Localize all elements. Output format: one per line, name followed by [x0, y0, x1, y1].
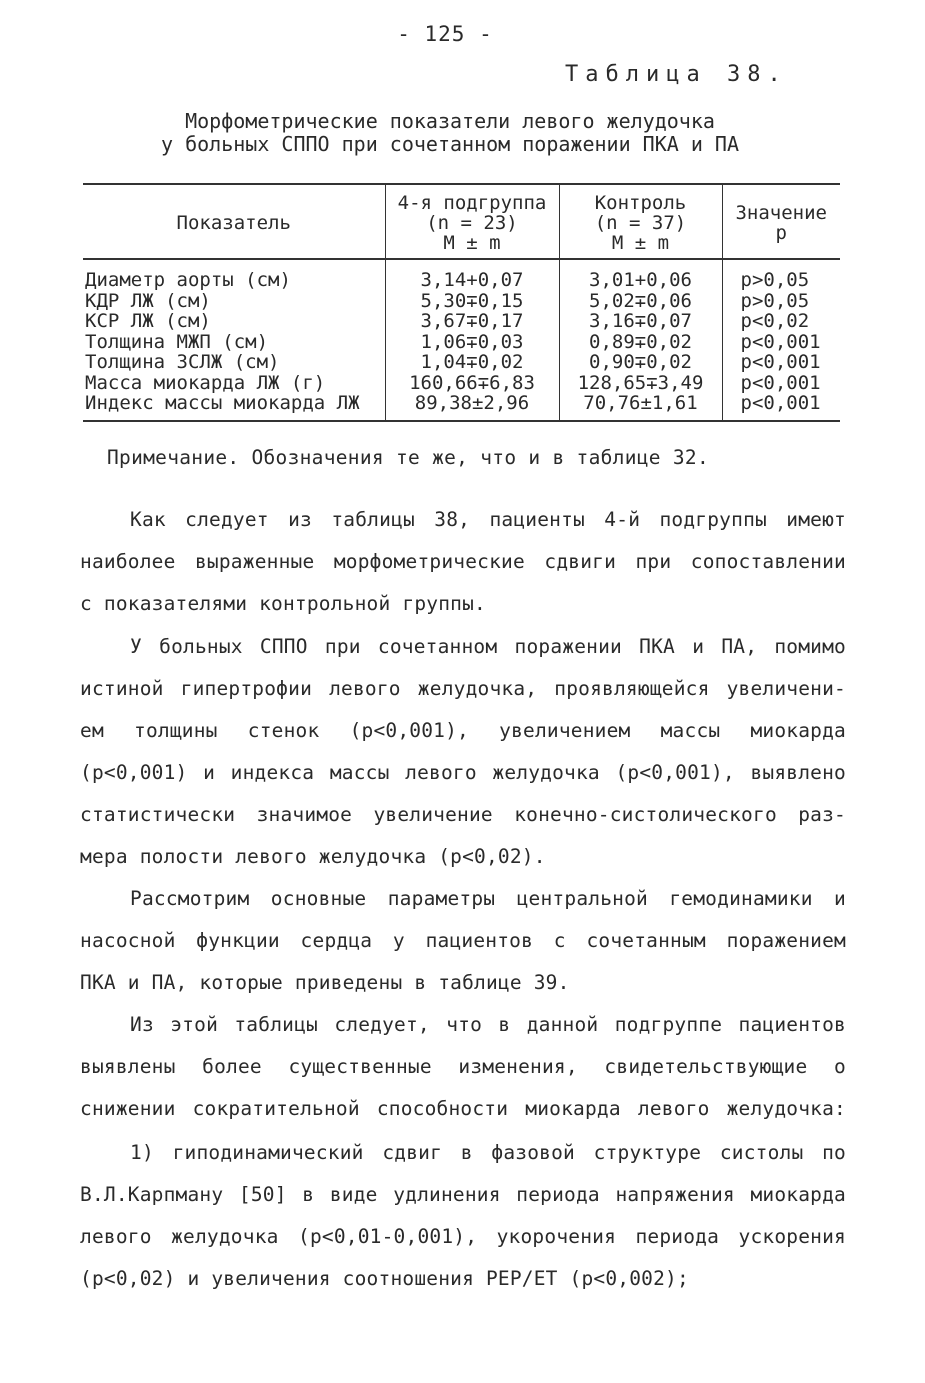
- text-line: статистически значимое увеличение конечно-систолического раз-: [80, 803, 846, 826]
- page-number: - 125 -: [397, 22, 493, 46]
- header-indicator: Показатель: [83, 184, 385, 259]
- row-control-value: 3,16∓0,07: [559, 311, 722, 332]
- row-p-value: p<0,02: [740, 310, 810, 332]
- row-subgroup-value: 1,04∓0,02: [385, 352, 559, 373]
- text-line: выявлены более существенные изменения, свидетельствующие о: [80, 1055, 846, 1078]
- morphometry-table: [83, 183, 840, 422]
- row-indicator: Диаметр аорты (см): [83, 259, 385, 291]
- row-control-value: 0,90∓0,02: [559, 352, 722, 373]
- text-line: насосной функции сердца у пациентов с сочетанным поражением: [80, 929, 846, 952]
- row-subgroup-value: 160,66∓6,83: [385, 373, 559, 394]
- row-subgroup-value: 3,14+0,07: [385, 259, 559, 291]
- table-row: [83, 259, 840, 291]
- text-line: У больных СППО при сочетанном поражении ПКА и ПА, помимо: [130, 635, 846, 658]
- row-control-value: 0,89∓0,02: [559, 332, 722, 353]
- text-line: В.Л.Карпману [50] в виде удлинения периода напряжения миокарда: [80, 1183, 846, 1206]
- text-line: 1) гиподинамический сдвиг в фазовой структуре систолы по: [130, 1141, 846, 1164]
- row-p-value: p<0,001: [740, 330, 821, 353]
- table-header-row: [83, 184, 840, 259]
- text-line: Из этой таблицы следует, что в данной подгруппе пациентов: [130, 1013, 846, 1036]
- row-p-value: p<0,001: [722, 393, 840, 421]
- row-indicator: КСР ЛЖ (см): [83, 311, 385, 332]
- row-p-value: p>0,05: [740, 269, 810, 291]
- row-subgroup-value: 1,06∓0,03: [385, 332, 559, 353]
- text-line: (p<0,001) и индекса массы левого желудочка (p<0,001), выявлено: [80, 761, 846, 784]
- row-indicator: Индекс массы миокарда ЛЖ: [83, 393, 385, 421]
- table-label: Таблица 38.: [565, 62, 788, 87]
- row-control-value: 70,76±1,61: [559, 393, 722, 421]
- row-p-value: p>0,05: [740, 289, 810, 312]
- row-indicator: Масса миокарда ЛЖ (г): [83, 373, 385, 394]
- text-line: ем толщины стенок (p<0,001), увеличением массы миокарда: [80, 719, 846, 742]
- text-line: мера полости левого желудочка (p<0,02).: [80, 845, 546, 868]
- text-line: с показателями контрольной группы.: [80, 592, 486, 615]
- text-line: ПКА и ПА, которые приведены в таблице 39.: [80, 971, 570, 994]
- table-caption-line-1: Морфометрические показатели левого желудочка: [185, 109, 715, 133]
- text-line: Рассмотрим основные параметры центральной гемодинамики и: [130, 887, 846, 910]
- row-indicator: Толщина МЖП (см): [83, 332, 385, 353]
- table-row: [83, 332, 840, 353]
- text-line: Как следует из таблицы 38, пациенты 4-й подгруппы имеют: [130, 508, 846, 531]
- row-control-value: 5,02∓0,06: [559, 291, 722, 312]
- text-line: (p<0,02) и увеличения соотношения PEP/ET (p<0,002);: [80, 1267, 689, 1290]
- text-line: истиной гипертрофии левого желудочка, проявляющейся увеличени-: [80, 677, 846, 700]
- text-line: наиболее выраженные морфометрические сдвиги при сопоставлении: [80, 550, 846, 573]
- row-subgroup-value: 5,30∓0,15: [385, 291, 559, 312]
- header-subgroup-4: 4-я подгруппа (n = 23) M ± m: [385, 184, 559, 259]
- row-subgroup-value: 89,38±2,96: [385, 393, 559, 421]
- table-caption-line-2: у больных СППО при сочетанном поражении ПКА и ПА: [161, 132, 739, 156]
- text-line: левого желудочка (p<0,01-0,001), укорочения периода ускорения: [80, 1225, 846, 1248]
- row-control-value: 3,01+0,06: [559, 259, 722, 291]
- table-note: Примечание. Обозначения те же, что и в таблице 32.: [107, 446, 709, 469]
- row-subgroup-value: 3,67∓0,17: [385, 311, 559, 332]
- row-indicator: Толщина ЗСЛЖ (см): [83, 352, 385, 373]
- table-row: [83, 373, 840, 394]
- table-row: [83, 352, 840, 373]
- table-row: [83, 291, 840, 312]
- table-row: [83, 311, 840, 332]
- table-row: [83, 393, 840, 421]
- header-control: Контроль (n = 37) M ± m: [559, 184, 722, 259]
- header-p-value: Значение p: [722, 184, 840, 259]
- text-line: снижении сократительной способности миокарда левого желудочка:: [80, 1097, 846, 1120]
- row-control-value: 128,65∓3,49: [559, 373, 722, 394]
- row-indicator: КДР ЛЖ (см): [83, 291, 385, 312]
- row-p-value: p<0,001: [740, 351, 821, 373]
- row-p-value: p<0,001: [740, 371, 821, 394]
